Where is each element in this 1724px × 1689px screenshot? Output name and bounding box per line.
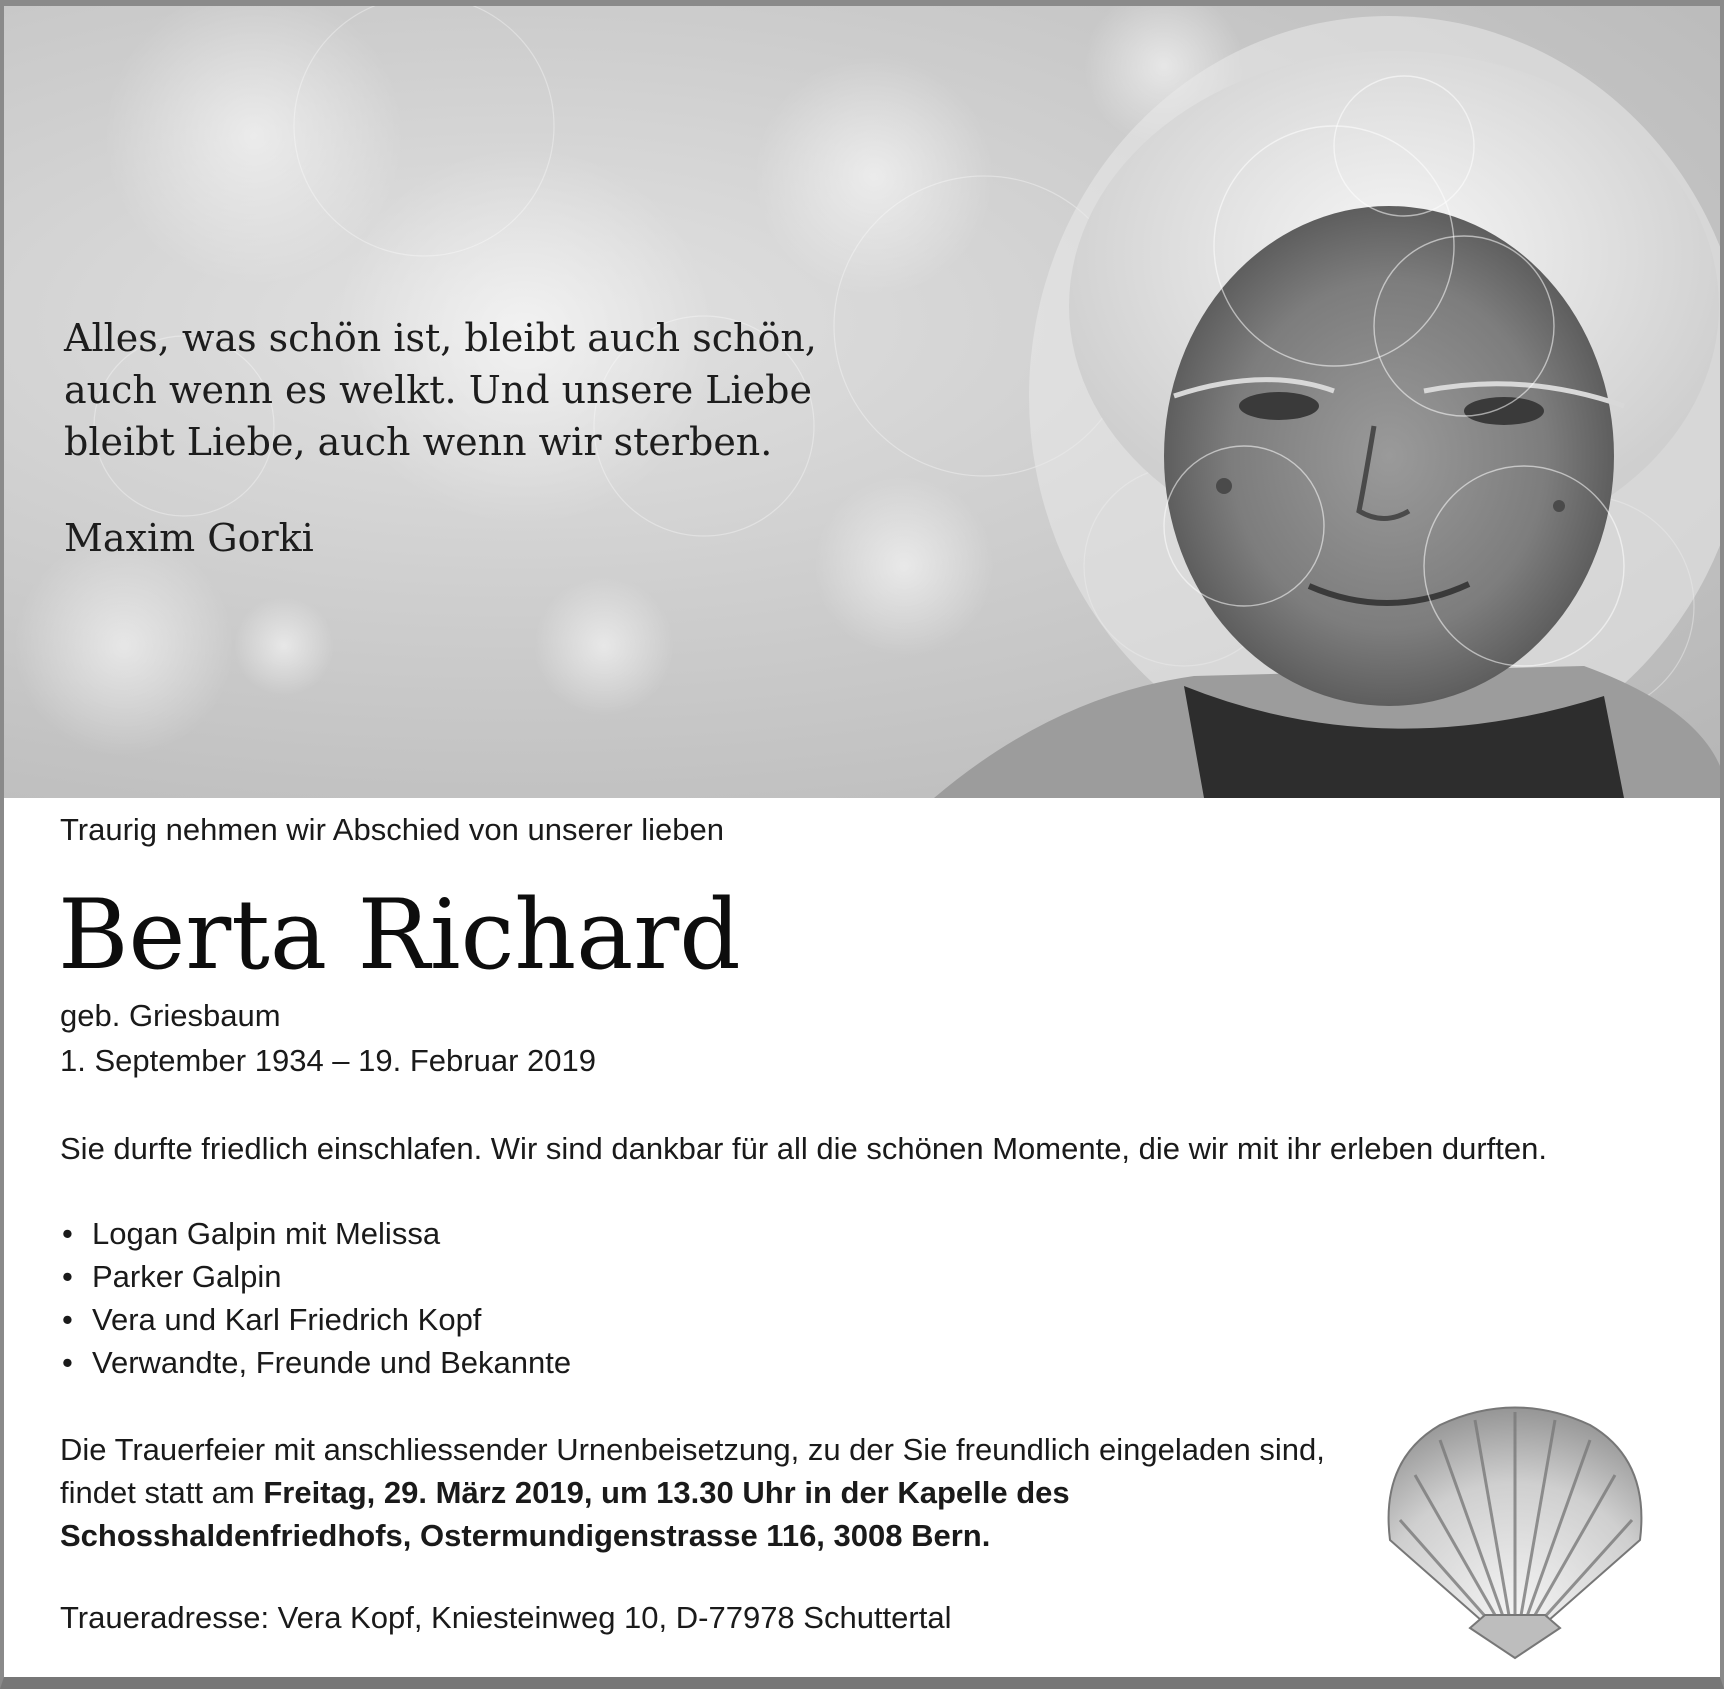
bullet-icon: •: [62, 1302, 73, 1337]
ceremony-details: [60, 1428, 1330, 1557]
deceased-name: Berta Richard: [58, 879, 741, 991]
life-dates: 1. September 1934 – 19. Februar 2019: [60, 1043, 596, 1078]
list-item: [60, 1341, 571, 1384]
quote-line: bleibt Liebe, auch wenn wir sterben.: [64, 420, 773, 464]
bullet-icon: •: [62, 1345, 73, 1380]
ceremony-text: Die Trauerfeier mit anschliessender Urnenbeisetzung, zu der Sie freundlich eingeladen sind, findet statt am: [60, 1432, 1325, 1510]
ceremony-date-location: Freitag, 29. März 2019, um 13.30 Uhr in der Kapelle des Schosshaldenfriedhofs, Ostermundigenstrasse 116, 3008 Bern.: [60, 1475, 1070, 1553]
mourner-name: Vera und Karl Friedrich Kopf: [92, 1302, 482, 1337]
bullet-icon: •: [62, 1216, 73, 1251]
family-statement: Sie durfte friedlich einschlafen. Wir sind dankbar für all die schönen Momente, die wir mit ihr erleben durften.: [60, 1131, 1548, 1166]
mourners-list: [60, 1212, 571, 1384]
list-item: [60, 1212, 571, 1255]
notice-intro: Traurig nehmen wir Abschied von unserer lieben: [60, 812, 724, 847]
mourner-name: Verwandte, Freunde und Bekannte: [92, 1345, 572, 1380]
list-item: [60, 1298, 571, 1341]
quote-author: Maxim Gorki: [64, 516, 314, 560]
quote-line: Alles, was schön ist, bleibt auch schön,: [64, 316, 817, 360]
portrait-photo: [934, 16, 1720, 798]
mourner-name: Logan Galpin mit Melissa: [92, 1216, 441, 1251]
header-photo-area: [4, 6, 1720, 798]
list-item: [60, 1255, 571, 1298]
mourner-name: Parker Galpin: [92, 1259, 282, 1294]
bullet-icon: •: [62, 1259, 73, 1294]
quote-line: auch wenn es welkt. Und unsere Liebe: [64, 368, 812, 412]
mourning-address: Traueradresse: Vera Kopf, Kniesteinweg 10, D-77978 Schuttertal: [60, 1600, 952, 1635]
quote: [64, 312, 904, 468]
scallop-shell-icon: [1370, 1400, 1660, 1662]
maiden-name: geb. Griesbaum: [60, 998, 281, 1033]
